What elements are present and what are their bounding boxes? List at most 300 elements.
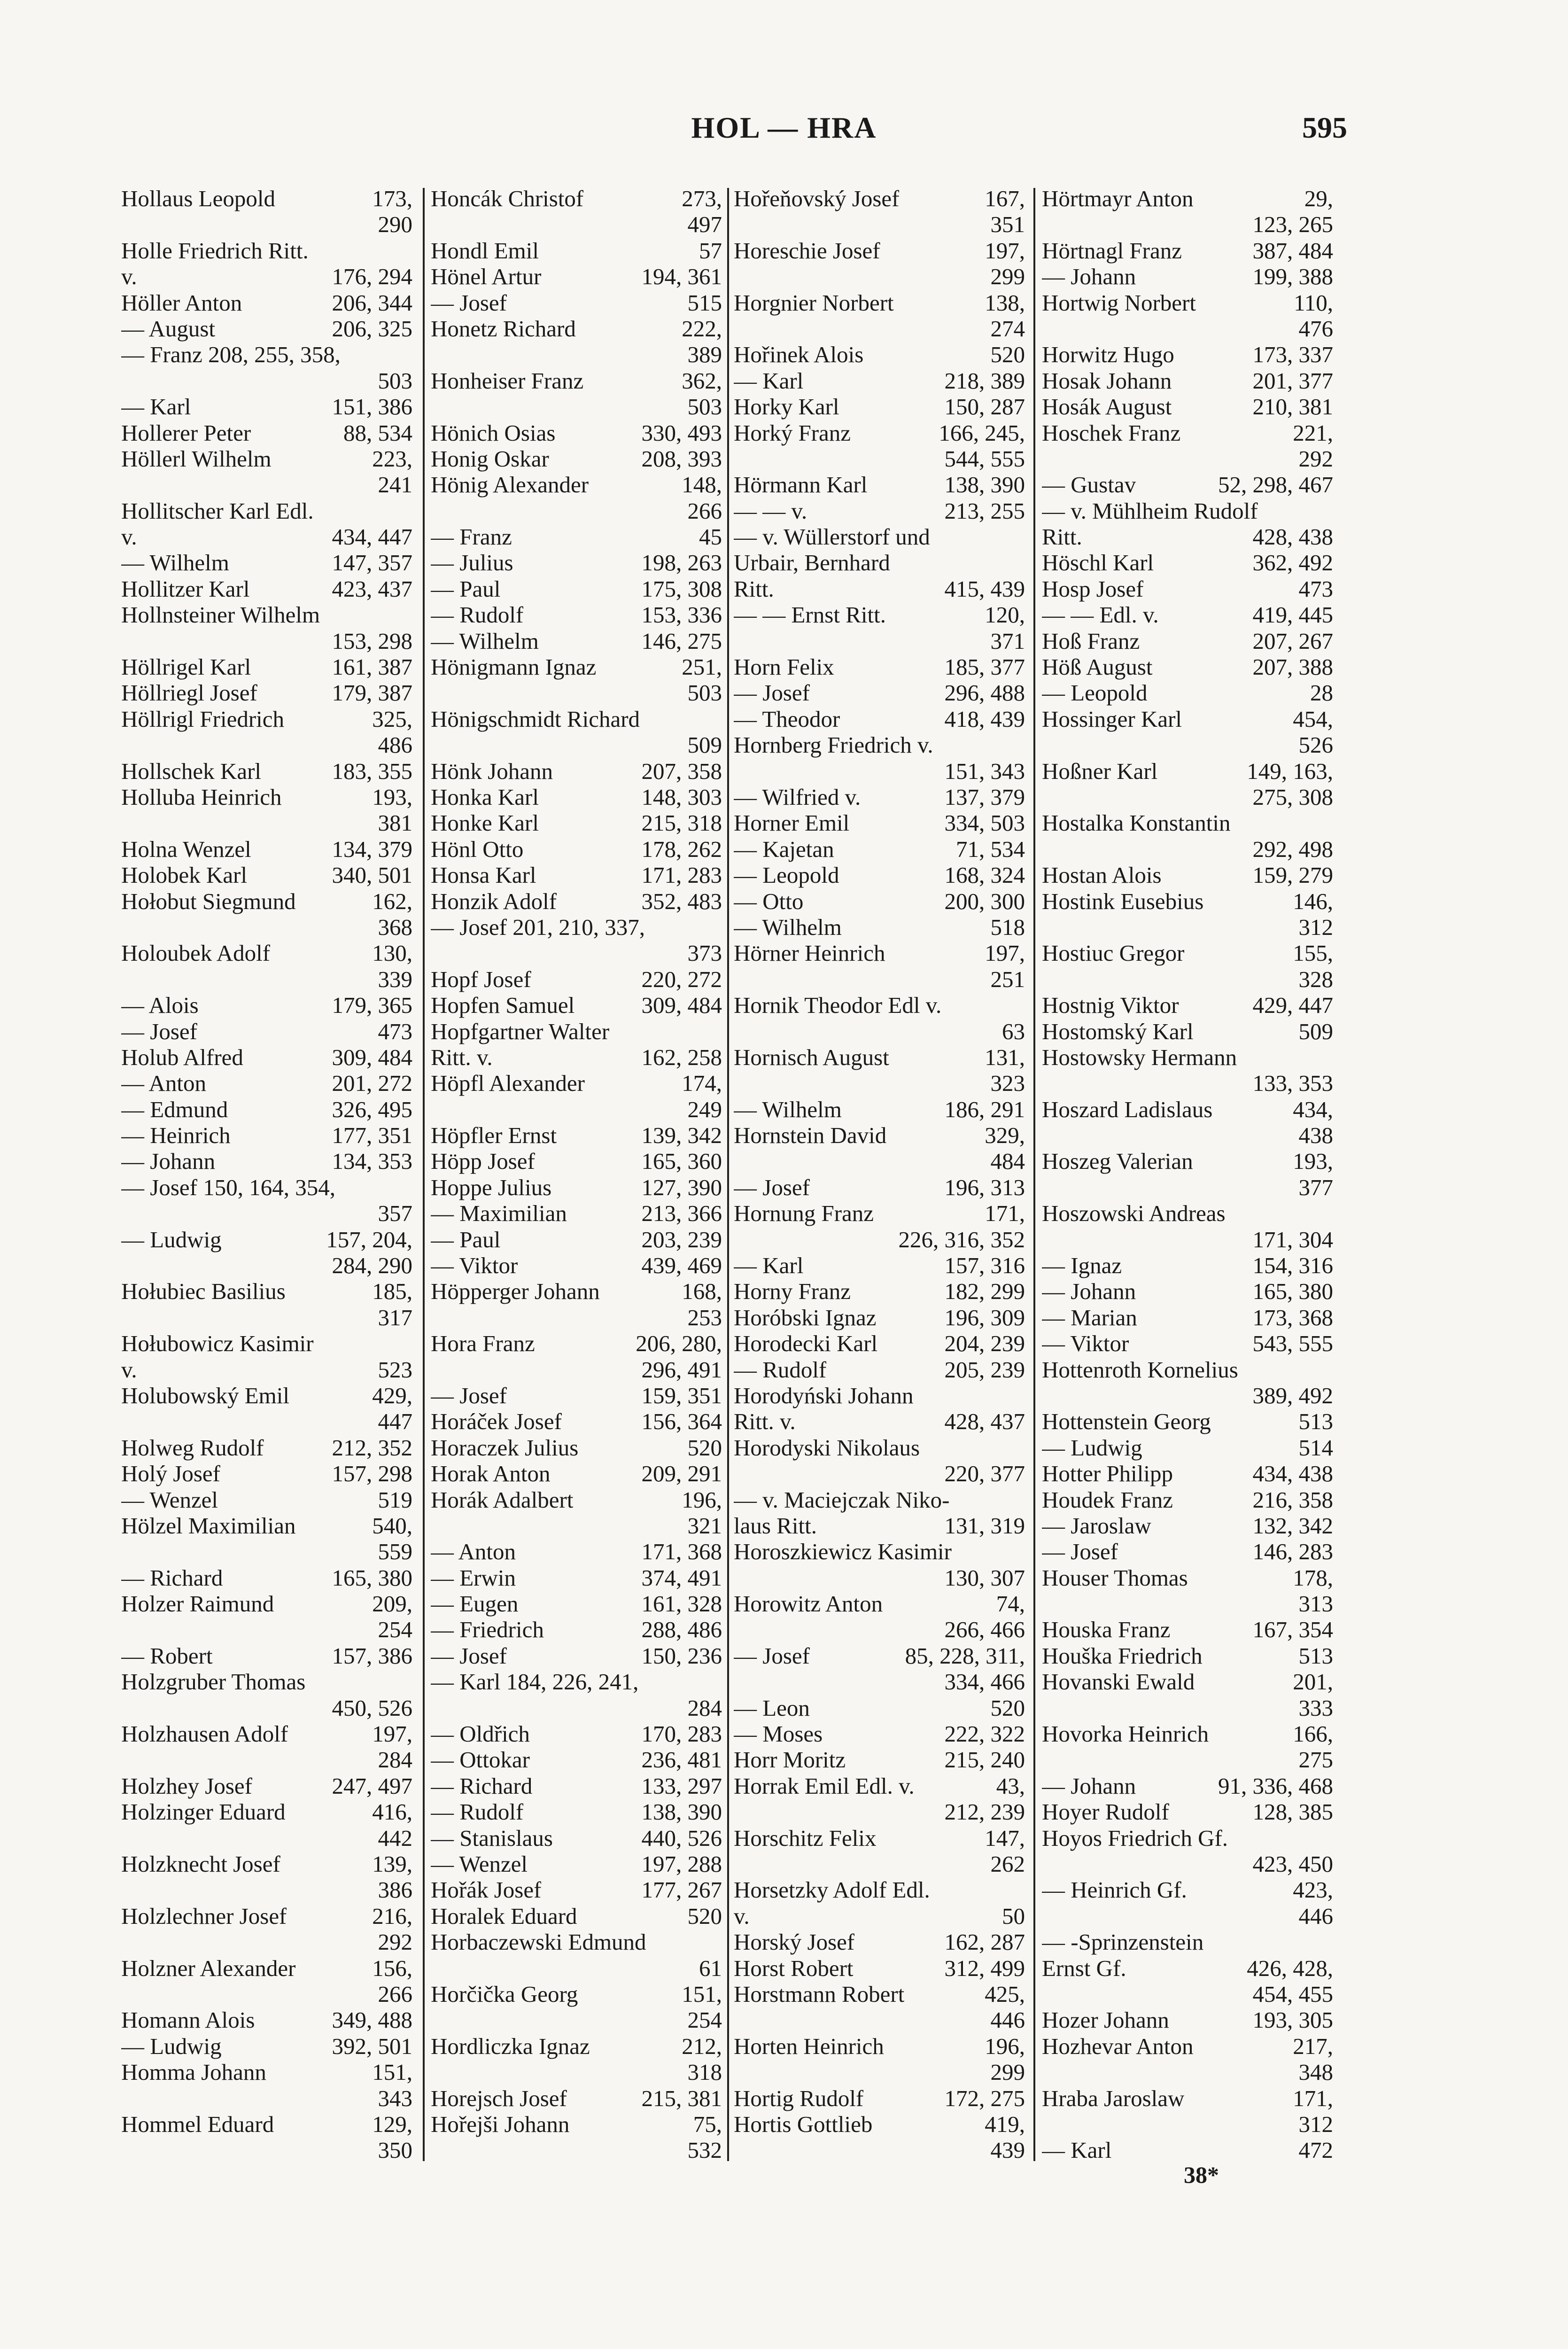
entry-pages: 172, 275 [944,2085,1025,2111]
index-entry-line [734,1383,1025,1408]
entry-pages: 146, [1293,888,1333,914]
entry-pages: 165, 380 [1252,1278,1333,1305]
entry-pages: 222, 322 [944,1721,1025,1747]
index-entry-line [1042,1981,1333,2007]
index-entry-line [121,211,412,237]
index-entry-line [1042,1383,1333,1408]
entry-pages: 423, 450 [1252,1851,1333,1877]
entry-name: Horeschie Josef [734,237,880,264]
entry-name: — Rudolf [734,1356,827,1383]
index-entry-line [431,1044,722,1070]
entry-pages: 130, 307 [944,1564,1025,1591]
entry-pages: 28 [1310,680,1333,706]
entry-name: Hořák Josef [431,1877,542,1903]
entry-pages: 186, 291 [944,1096,1025,1122]
entry-pages: 216, [372,1903,412,1929]
index-entry-line [734,1330,1025,1356]
entry-pages: 349, 488 [332,2007,412,2033]
entry-pages: 373 [687,940,722,966]
entry-name: Honcák Christof [431,186,584,211]
entry-pages: 292, 498 [1252,836,1333,862]
index-entry-line [121,1227,412,1252]
entry-name: Holzgruber Thomas [121,1669,306,1695]
entry-pages: 340, 501 [332,862,412,888]
entry-name: Hoszard Ladislaus [1042,1096,1213,1122]
entry-name: Ritt. [734,576,774,602]
index-entry-line [431,1513,722,1539]
index-entry-line [121,628,412,654]
entry-name: Holubowský Emil [121,1382,289,1408]
index-entry-line [734,394,1025,420]
entry-name: — Josef 201, 210, 337, [431,914,645,940]
index-entry-line [1042,1408,1333,1434]
entry-name: Höß August [1042,654,1153,680]
index-entry-line [1042,316,1333,342]
index-entry-line [734,992,1025,1018]
entry-pages: 220, 377 [944,1461,1025,1487]
entry-pages: 159, 351 [641,1382,722,1408]
index-entry-line [431,238,722,264]
entry-pages: 131, [985,1044,1025,1070]
entry-pages: 178, 262 [641,836,722,862]
entry-pages: 222, [682,315,722,342]
entry-pages: 312 [1298,914,1333,940]
index-entry-line [1042,186,1333,211]
entry-name: Houdek Franz [1042,1486,1173,1513]
index-entry-line [431,914,722,940]
entry-name: Hornstein David [734,1122,887,1149]
entry-pages: 215, 240 [944,1747,1025,1773]
entry-pages [1327,1357,1333,1383]
entry-pages: 503 [687,680,722,706]
entry-name: — Friedrich [431,1617,544,1643]
entry-pages [1327,1200,1333,1226]
entry-pages: 333 [1298,1695,1333,1721]
entry-name: Hörtnagl Franz [1042,237,1182,264]
entry-name: Ritt. v. [734,1408,796,1435]
index-entry-line [734,186,1025,211]
index-entry-line [1042,2111,1333,2137]
entry-name: — Karl [734,367,804,394]
index-entry-line [734,2033,1025,2059]
entry-name: — Wilhelm [734,914,842,940]
entry-pages: 179, 365 [332,992,412,1019]
entry-name: Hovorka Heinrich [1042,1721,1209,1747]
entry-pages: 247, 497 [332,1773,412,1799]
index-entry-line [431,940,722,966]
entry-pages: 343 [378,2085,412,2111]
entry-pages [1018,550,1025,576]
index-entry-line [121,1513,412,1539]
entry-name: — Richard [431,1773,533,1799]
entry-pages: 213, 255 [944,498,1025,524]
index-entry-line [1042,1747,1333,1773]
index-entry-line [734,1435,1025,1461]
entry-name: — Ludwig [121,2033,222,2059]
entry-pages: 168, [682,1278,722,1305]
index-entry-line [121,446,412,472]
entry-name: Hollerer Peter [121,420,251,446]
entry-name: Horky Karl [734,394,839,420]
entry-pages: 334, 466 [944,1669,1025,1695]
entry-name: — Maximilian [431,1200,567,1227]
entry-pages: 147, 357 [332,550,412,576]
index-entry-line [1042,966,1333,992]
index-entry-line [1042,732,1333,758]
index-entry-line [431,758,722,784]
entry-pages: 193, 305 [1252,2007,1333,2033]
entry-name: Hönk Johann [431,758,553,784]
index-entry-line [121,1851,412,1877]
index-entry-line [121,2007,412,2033]
index-entry-line [121,316,412,342]
index-entry-line [1042,1097,1333,1122]
entry-pages: 419, [985,2111,1025,2137]
entry-name: Holý Josef [121,1461,220,1487]
entry-pages: 153, 336 [641,602,722,628]
index-entry-line [734,498,1025,524]
entry-name: Horak Anton [431,1461,551,1487]
entry-name: — Anton [431,1539,516,1565]
index-entry-line [121,1539,412,1564]
entry-pages: 212, [682,2033,722,2059]
index-entry-line [121,1435,412,1461]
index-entry-line [431,680,722,706]
index-entry-line [431,836,722,862]
entry-name: Horsetzky Adolf Edl. [734,1877,930,1903]
index-entry-line [121,862,412,888]
entry-pages: 439 [990,2137,1025,2163]
index-entry-line [121,550,412,576]
entry-pages: 523 [378,1356,412,1383]
entry-pages: 88, 534 [343,420,412,446]
index-entry-line [121,394,412,420]
entry-pages: 162, 258 [641,1044,722,1070]
entry-pages: 207, 388 [1252,654,1333,680]
entry-name: Höpperger Johann [431,1278,600,1305]
entry-name: — Eugen [431,1591,519,1617]
index-entry-line [121,2137,412,2163]
entry-name: Hossinger Karl [1042,706,1182,732]
entry-pages: 454, [1293,706,1333,732]
index-entry-line [431,1487,722,1513]
entry-name: Horský Josef [734,1929,855,1955]
index-entry-line [431,394,722,420]
index-entry-line [121,1565,412,1591]
index-entry-line [431,1903,722,1929]
index-entry-line [1042,238,1333,264]
entry-name: Höller Anton [121,289,242,316]
index-entry-line [1042,472,1333,498]
index-entry-line [431,1721,722,1747]
index-entry-line [1042,1487,1333,1513]
entry-pages: 386 [378,1877,412,1903]
index-entry-line [734,1643,1025,1669]
entry-name: Holub Alfred [121,1044,243,1070]
index-entry-line [1042,1929,1333,1955]
index-entry-line [121,1330,412,1356]
entry-pages: 223, [372,445,412,472]
index-entry-line [734,316,1025,342]
entry-pages: 194, 361 [641,264,722,290]
index-entry-line [121,290,412,316]
entry-pages: 423, 437 [332,576,412,602]
entry-name: — Wilhelm [734,1096,842,1122]
entry-name: — Wenzel [121,1486,218,1513]
index-entry-line [431,1408,722,1434]
index-entry-line [734,2059,1025,2085]
entry-pages: 284, 290 [332,1252,412,1279]
entry-name: Hosak Johann [1042,367,1172,394]
entry-pages: 179, 387 [332,680,412,706]
entry-name: — Viktor [431,1252,518,1279]
entry-pages: 209, [372,1591,412,1617]
index-entry-line [121,1929,412,1955]
entry-pages [406,1669,412,1695]
index-entry-line [431,186,722,211]
index-entry-line [121,888,412,914]
index-entry-line [734,2085,1025,2111]
index-entry-line [734,342,1025,367]
entry-pages: 197, [985,940,1025,966]
entry-pages: 428, 438 [1252,524,1333,550]
entry-name: Horodyski Nikolaus [734,1434,920,1461]
signature-mark: 38* [1184,2162,1219,2188]
index-column-2 [431,186,722,2163]
index-entry-line [1042,550,1333,576]
index-entry-line [1042,2033,1333,2059]
index-entry-line [431,784,722,810]
entry-name: — Karl [121,394,191,420]
entry-name: Hořejši Johann [431,2111,570,2137]
index-entry-line [431,316,722,342]
entry-name: — Josef [734,680,810,706]
entry-pages: 196, 313 [944,1174,1025,1200]
entry-pages: 207, 267 [1252,628,1333,654]
entry-pages: 251 [990,966,1025,992]
index-entry-line [431,1461,722,1486]
entry-pages: 389 [687,342,722,368]
entry-name: — Heinrich [121,1122,231,1149]
entry-name: Horáček Josef [431,1408,562,1435]
entry-pages: 446 [990,2007,1025,2033]
entry-name: Höllrigl Friedrich [121,706,285,732]
entry-pages: 284 [378,1747,412,1773]
index-entry-line [431,1825,722,1851]
entry-pages [406,602,412,628]
entry-pages: 387, 484 [1252,237,1333,264]
index-entry-line [1042,1200,1333,1226]
entry-pages: 513 [1298,1642,1333,1669]
entry-pages: 509 [687,732,722,758]
index-entry-line [431,1357,722,1383]
index-entry-line [121,1877,412,1903]
index-entry-line [1042,810,1333,836]
entry-name: Hołubiec Basilius [121,1278,286,1305]
index-entry-line [734,1097,1025,1122]
entry-pages: 253 [687,1304,722,1330]
index-entry-line [734,1019,1025,1044]
index-entry-line [121,2033,412,2059]
entry-name: Hořeňovský Josef [734,186,900,211]
entry-pages: 526 [1298,732,1333,758]
index-entry-line [431,1174,722,1200]
entry-name: Ernst Gf. [1042,1955,1126,1981]
entry-name: Holzlechner Josef [121,1903,287,1929]
index-entry-line [121,1669,412,1695]
index-entry-line [1042,576,1333,602]
entry-name: Hornung Franz [734,1200,874,1227]
index-entry-line [734,1513,1025,1539]
index-entry-line [431,966,722,992]
index-entry-line [1042,758,1333,784]
entry-pages: 486 [378,732,412,758]
entry-name: Hondl Emil [431,237,539,264]
entry-pages: 175, 308 [641,576,722,602]
entry-pages: 352, 483 [641,888,722,914]
entry-name: v. [121,524,137,550]
entry-pages: 418, 439 [944,706,1025,732]
index-entry-line [1042,1330,1333,1356]
entry-name: Hortis Gottlieb [734,2111,873,2137]
index-entry-line [431,368,722,394]
entry-pages [1018,1383,1025,1408]
entry-name: Höpfler Ernst [431,1122,557,1149]
index-entry-line [1042,498,1333,524]
index-entry-line [734,1278,1025,1304]
index-entry-line [121,1825,412,1851]
index-entry-line [431,472,722,498]
entry-name: Houser Thomas [1042,1564,1188,1591]
index-entry-line [431,1565,722,1591]
index-entry-line [121,524,412,550]
index-entry-line [121,186,412,211]
entry-name: Horowitz Anton [734,1591,883,1617]
entry-name: Hoyer Rudolf [1042,1799,1169,1825]
index-entry-line [431,2033,722,2059]
entry-name: Hollaus Leopold [121,186,275,211]
entry-name: Horten Heinrich [734,2033,884,2059]
entry-name: Honzik Adolf [431,888,557,914]
entry-pages: 197, [372,1721,412,1747]
index-entry-line [1042,1461,1333,1486]
entry-pages: 392, 501 [332,2033,412,2059]
entry-pages: 520 [990,1695,1025,1721]
entry-pages: 446 [1298,1903,1333,1929]
index-entry-line [734,446,1025,472]
entry-pages: 171, [985,1200,1025,1227]
entry-name: — Johann [1042,1278,1136,1305]
index-entry-line [734,862,1025,888]
index-entry-line [121,1408,412,1434]
entry-name: Hörtmayr Anton [1042,186,1194,211]
entry-name: — Karl [734,1252,804,1279]
entry-name: Hörner Heinrich [734,940,885,966]
entry-name: — Otto [734,888,804,914]
index-entry-line [121,1383,412,1408]
entry-pages [715,706,722,732]
entry-pages: 317 [378,1304,412,1330]
index-column-1 [121,186,412,2163]
index-entry-line [431,1305,722,1330]
entry-pages: 146, 283 [1252,1539,1333,1565]
entry-pages: 171, [1293,2085,1333,2111]
entry-name: Hoszowski Andreas [1042,1200,1226,1227]
entry-pages: 171, 368 [641,1539,722,1565]
index-entry-line [121,1903,412,1929]
index-entry-line [431,2111,722,2137]
entry-pages: 429, [372,1382,412,1408]
index-entry-line [121,1122,412,1148]
entry-pages: 251, [682,654,722,680]
index-entry-line [431,1695,722,1721]
entry-pages: 520 [687,1903,722,1929]
index-entry-line [431,1383,722,1408]
entry-pages: 168, 324 [944,862,1025,888]
index-entry-line [431,1955,722,1981]
entry-name: Hopf Josef [431,966,531,992]
index-entry-line [121,758,412,784]
entry-name: Hostowsky Hermann [1042,1044,1237,1070]
entry-pages [1327,1825,1333,1851]
entry-pages: 167, [985,186,1025,211]
entry-pages [715,1929,722,1955]
index-entry-line [121,1799,412,1825]
entry-pages [1018,732,1025,758]
entry-name: — Wilhelm [121,550,229,576]
index-entry-line [1042,1643,1333,1669]
entry-pages: 351 [990,211,1025,238]
index-entry-line [431,2059,722,2085]
entry-name: — Leopold [1042,680,1148,706]
entry-pages: 133, 297 [641,1773,722,1799]
entry-pages: 321 [687,1512,722,1539]
index-entry-line [121,914,412,940]
entry-pages: 157, 386 [332,1642,412,1669]
entry-pages: 61 [699,1955,722,1981]
entry-pages [715,1669,722,1695]
entry-pages: 207, 358 [641,758,722,784]
index-entry-line [734,1877,1025,1903]
index-entry-line [1042,2137,1333,2163]
index-entry-line [1042,2007,1333,2033]
index-entry-line [734,1721,1025,1747]
entry-pages: 215, 318 [641,810,722,836]
entry-pages: 75, [693,2111,722,2137]
entry-pages: 208, 393 [641,445,722,472]
entry-pages: 520 [687,1434,722,1461]
entry-pages: 197, [985,237,1025,264]
entry-name: Höllerl Wilhelm [121,445,272,472]
index-entry-line [431,550,722,576]
entry-name: Holweg Rudolf [121,1434,264,1461]
entry-pages [406,1330,412,1356]
index-entry-line [121,1200,412,1226]
index-entry-line [734,1799,1025,1825]
entry-name: Hollitscher Karl Edl. [121,498,314,524]
entry-name: Honetz Richard [431,315,576,342]
index-entry-line [1042,1174,1333,1200]
index-entry-line [1042,1070,1333,1096]
index-entry-line [121,836,412,862]
index-entry-line [734,290,1025,316]
entry-pages [715,1019,722,1044]
index-entry-line [121,1487,412,1513]
entry-name: — v. Wüllerstorf und [734,524,930,550]
entry-pages: 205, 239 [944,1356,1025,1383]
entry-pages: 162, 287 [944,1929,1025,1955]
entry-name: Hoszeg Valerian [1042,1148,1193,1174]
